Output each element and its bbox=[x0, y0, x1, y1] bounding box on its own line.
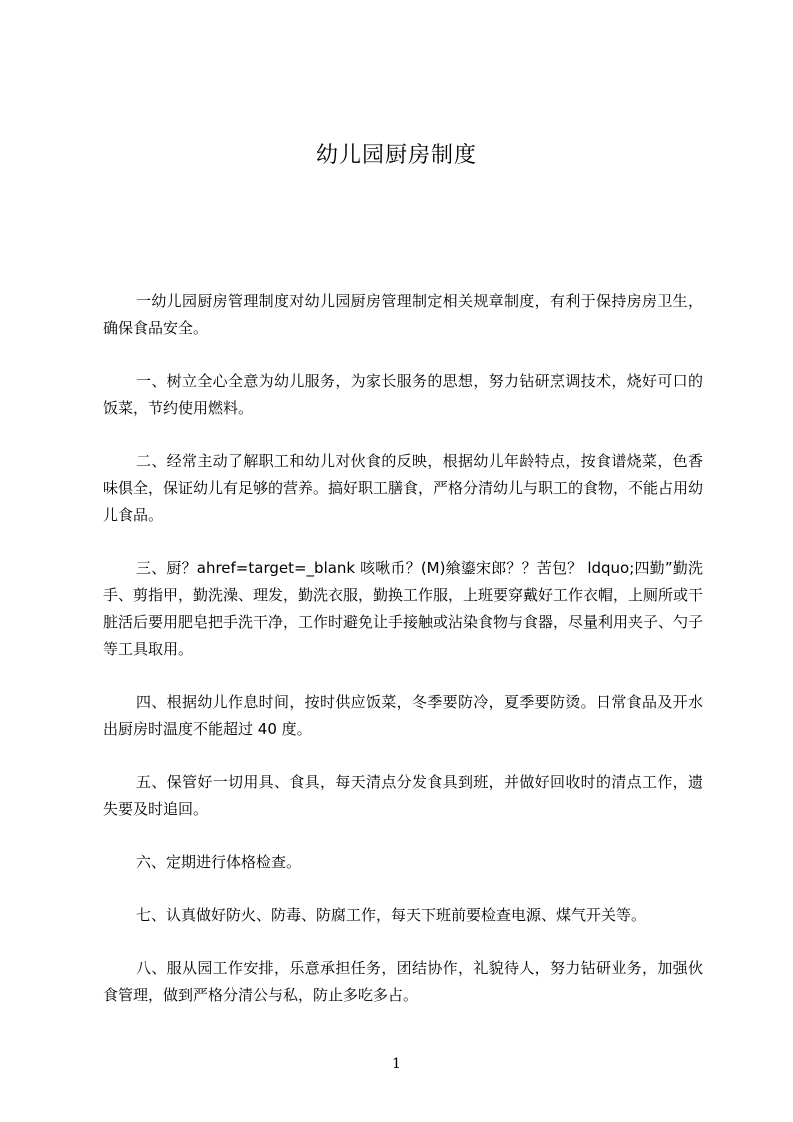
paragraph-rule-3: 三、厨？ahref=target=_blank 咳啾币？(M)飨鎏宋郎？？苦包？ ldquo;四勤”勤洗手、剪指甲，勤洗澡、理发，勤洗衣服，勤换工作服，上班要穿戴好工作衣帽，上厕所或干脏活后要用肥皂把手洗干净，工作时避免让手接触或沾染食物与食器，尽量利用夹子、勺子等工具取用。 bbox=[103, 559, 704, 658]
paragraph-rule-5: 五、保管好一切用具、食具，每天清点分发食具到班，并做好回收时的清点工作，遗失要及时追回。 bbox=[103, 773, 703, 818]
paragraph-intro: 一幼儿园厨房管理制度对幼儿园厨房管理制定相关规章制度，有利于保持房房卫生，确保食品安全。 bbox=[103, 292, 703, 337]
page-title: 幼儿园厨房制度 bbox=[315, 143, 477, 168]
document-body bbox=[103, 288, 703, 1035]
paragraph-rule-7: 七、认真做好防火、防毒、防腐工作，每天下班前要检查电源、煤气开关等。 bbox=[136, 906, 647, 924]
paragraph-rule-8: 八、服从园工作安排，乐意承担任务，团结协作，礼貌待人，努力钻研业务，加强伙食管理，做到严格分清公与私，防止多吃多占。 bbox=[103, 959, 703, 1004]
paragraph-rule-4: 四、根据幼儿作息时间，按时供应饭菜，冬季要防冷，夏季要防烫。日常食品及开水出厨房时温度不能超过 40 度。 bbox=[103, 693, 703, 738]
paragraph-rule-1: 一、树立全心全意为幼儿服务，为家长服务的思想，努力钻研烹调技术，烧好可口的饭菜，节约使用燃料。 bbox=[103, 372, 703, 417]
page-number: 1 bbox=[392, 1056, 401, 1072]
paragraph-rule-6: 六、定期进行体格检查。 bbox=[136, 853, 302, 871]
paragraph-rule-2: 二、经常主动了解职工和幼儿对伙食的反映，根据幼儿年龄特点，按食谱烧菜，色香味俱全，保证幼儿有足够的营养。搞好职工膳食，严格分清幼儿与职工的食物，不能占用幼儿食品。 bbox=[103, 452, 704, 524]
